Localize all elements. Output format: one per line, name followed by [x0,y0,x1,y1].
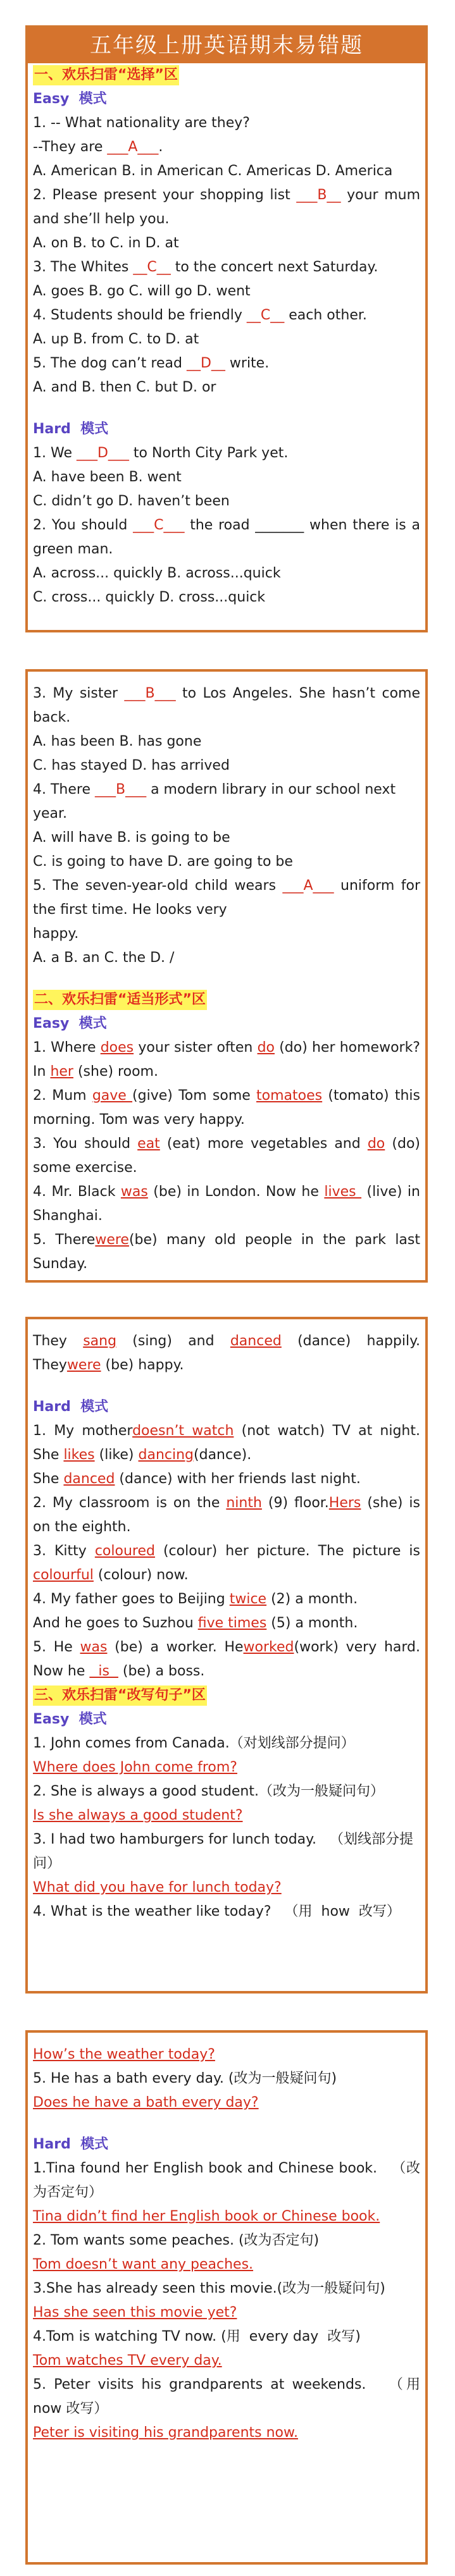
answer: __C__ [246,307,285,323]
answer: colourful [33,1567,94,1583]
hrewrite-q5: 5. Peter visits his grandparents at weekends. （用 now 改写） [33,2377,425,2417]
hq3-line: 3. My sister ___B___ to Los Angeles. She hasn’t come back. [33,686,425,725]
hrewrite-a3: Has she seen this movie yet? [33,2305,237,2320]
hq5-options: A. a B. an C. the D. / [33,950,175,966]
level-easy-label: Easy 模式 [33,1016,107,1032]
q1-options: A. American B. in American C. Americas D. America [33,163,393,179]
form-q5-continued: They sang (sing) and danced (dance) happily. Theywere (be) happy. [33,1333,425,1373]
rewrite-a3: What did you have for lunch today? [33,1880,282,1895]
section-heading-rewrite: 三、欢乐扫雷“改写句子”区 [33,1685,207,1706]
answer: tomatoes [256,1088,323,1104]
answer: ninth [226,1495,262,1511]
answer: danced [63,1471,115,1487]
q4-options: A. up B. from C. to D. at [33,331,199,347]
hq1-options-2: C. didn’t go D. haven’t been [33,493,230,509]
q4-line: 4. Students should be friendly __C__ each other. [33,307,367,323]
answer: dancing [138,1447,194,1463]
hform-q3: 3. Kitty coloured (colour) her picture. The picture is colourful (colour) now. [33,1543,425,1583]
answer: likes [63,1447,95,1463]
hq2-line: 2. You should ___C___ the road _______ when there is a green man. [33,517,425,557]
rewrite-a4: How’s the weather today? [33,2047,215,2062]
hq4-options-1: A. will have B. is going to be [33,830,230,846]
answer: ___D___ [76,445,129,461]
level-hard-label: Hard 模式 [33,2136,109,2152]
hform-q1-continued: She danced (dance) with her friends last night. [33,1471,361,1487]
rewrite-q1: 1. John comes from Canada.（对划线部分提问） [33,1735,355,1751]
hq4-options-2: C. is going to have D. are going to be [33,854,293,870]
hrewrite-q4: 4.Tom is watching TV now. (用 every day 改写) [33,2329,361,2345]
q2-line: 2. Please present your shopping list ___B__ your mum and she’ll help you. [33,187,425,227]
answer: doesn’t watch [132,1423,234,1439]
spacer [33,400,420,417]
level-easy-label: Easy 模式 [33,1711,107,1727]
hform-q1: 1. My motherdoesn’t watch (not watch) TV at night. She likes (like) dancing(dance). [33,1423,425,1463]
rewrite-a2: Is she always a good student? [33,1808,243,1823]
rewrite-q4: 4. What is the weather like today? （用 how 改写） [33,1904,401,1920]
card-rewrite-continued [25,2030,428,2565]
answer: __D__ [186,355,225,371]
hrewrite-a4: Tom watches TV every day. [33,2353,222,2369]
q1-line-2: --They are ___A___. [33,139,163,155]
answer: danced [230,1333,282,1349]
q3-line: 3. The Whites __C__ to the concert next Saturday. [33,259,378,275]
q1-line-1: 1. -- What nationality are they? [33,115,250,131]
section-heading-form: 二、欢乐扫雷“适当形式”区 [33,990,207,1010]
hq1-line: 1. We ___D___ to North City Park yet. [33,445,289,461]
spacer [33,970,420,988]
answer: do [257,1040,275,1056]
rewrite-a5: Does he have a bath every day? [33,2095,259,2111]
q5-options: A. and B. then C. but D. or [33,379,216,395]
answer: were [66,1357,101,1373]
answer: ___B___ [95,782,147,798]
level-hard-label: Hard 模式 [33,421,109,437]
page-title-text: 五年级上册英语期末易错题 [90,33,363,58]
answer: Hers [328,1495,361,1511]
hq4-line: 4. There ___B___ a modern library in our school next year. [33,782,401,822]
hq5-line-2: happy. [33,926,79,942]
answer: ___A___ [282,878,334,894]
q2-options: A. on B. to C. in D. at [33,235,179,251]
answer: were [95,1232,129,1248]
answer: coloured [94,1543,155,1559]
answer: ___B__ [296,187,341,203]
answer: ___A___ [107,139,159,155]
hform-q4-continued: And he goes to Suzhou five times (5) a month. [33,1615,358,1631]
hq5-line: 5. The seven-year-old child wears ___A___ uniform for the first time. He looks very [33,878,425,918]
page-title [28,28,425,63]
card-form-and-rewrite [25,1317,428,1994]
hrewrite-a1: Tina didn’t find her English book or Chinese book. [33,2209,380,2224]
rewrite-q3: 3. I had two hamburgers for lunch today. （划线部分提问） [33,1832,414,1871]
rewrite-q2: 2. She is always a good student.（改为一般疑问句） [33,1784,384,1799]
answer: five times [197,1615,267,1631]
answer: gave [92,1088,133,1104]
form-q3: 3. You should eat (eat) more vegetables and do (do) some exercise. [33,1136,425,1176]
hform-q2: 2. My classroom is on the ninth (9) floor.Hers (she) is on the eighth. [33,1495,425,1535]
hrewrite-a2: Tom doesn’t want any peaches. [33,2257,254,2272]
hrewrite-q1: 1.Tina found her English book and Chinese book. （改为否定句） [33,2160,420,2200]
form-q4: 4. Mr. Black was (be) in London. Now he lives (live) in Shanghai. [33,1184,425,1224]
hq2-options-2: C. cross... quickly D. cross...quick [33,589,266,605]
hq2-options-1: A. across... quickly B. across...quick [33,565,281,581]
answer: lives [324,1184,362,1200]
hq1-options-1: A. have been B. went [33,469,182,485]
answer: sang [83,1333,117,1349]
card-choice-section [25,25,428,632]
level-easy-label: Easy 模式 [33,91,107,107]
answer: do [367,1136,385,1152]
rewrite-a1: Where does John come from? [33,1759,237,1775]
answer: does [100,1040,134,1056]
answer: __C__ [133,259,171,275]
form-q2: 2. Mum gave (give) Tom some tomatoes (tomato) this morning. Tom was very happy. [33,1088,425,1128]
q3-options: A. goes B. go C. will go D. went [33,283,251,299]
answer: was [80,1639,108,1655]
hrewrite-q2: 2. Tom wants some peaches. (改为否定句) [33,2233,320,2248]
answer: ___B___ [124,686,176,701]
section-heading-choice: 一、欢乐扫雷“选择”区 [33,65,179,85]
card-choice-continued [25,669,428,1283]
level-hard-label: Hard 模式 [33,1399,109,1415]
answer: eat [137,1136,160,1152]
spacer [33,1377,420,1395]
hform-q4: 4. My father goes to Beijing twice (2) a month. [33,1591,358,1607]
answer: ___C___ [133,517,185,533]
answer: her [50,1064,73,1080]
hq3-options-1: A. has been B. has gone [33,734,202,749]
form-q5: 5. Therewere(be) many old people in the park last Sunday. [33,1232,425,1272]
hrewrite-q3: 3.She has already seen this movie.(改为一般疑问句) [33,2281,385,2296]
answer: twice [229,1591,267,1607]
hrewrite-a5: Peter is visiting his grandparents now. [33,2425,298,2441]
hq3-options-2: C. has stayed D. has arrived [33,758,230,773]
form-q1: 1. Where does your sister often do (do) her homework? In her (she) room. [33,1040,425,1080]
answer: was [120,1184,148,1200]
spacer [33,2115,420,2133]
rewrite-q5: 5. He has a bath every day. (改为一般疑问句) [33,2071,337,2086]
hform-q5: 5. He was (be) a worker. Heworked(work) very hard. Now he is (be) a boss. [33,1639,425,1679]
answer: worked [243,1639,294,1655]
answer: is [89,1663,118,1679]
q5-line: 5. The dog can’t read __D__ write. [33,355,270,371]
